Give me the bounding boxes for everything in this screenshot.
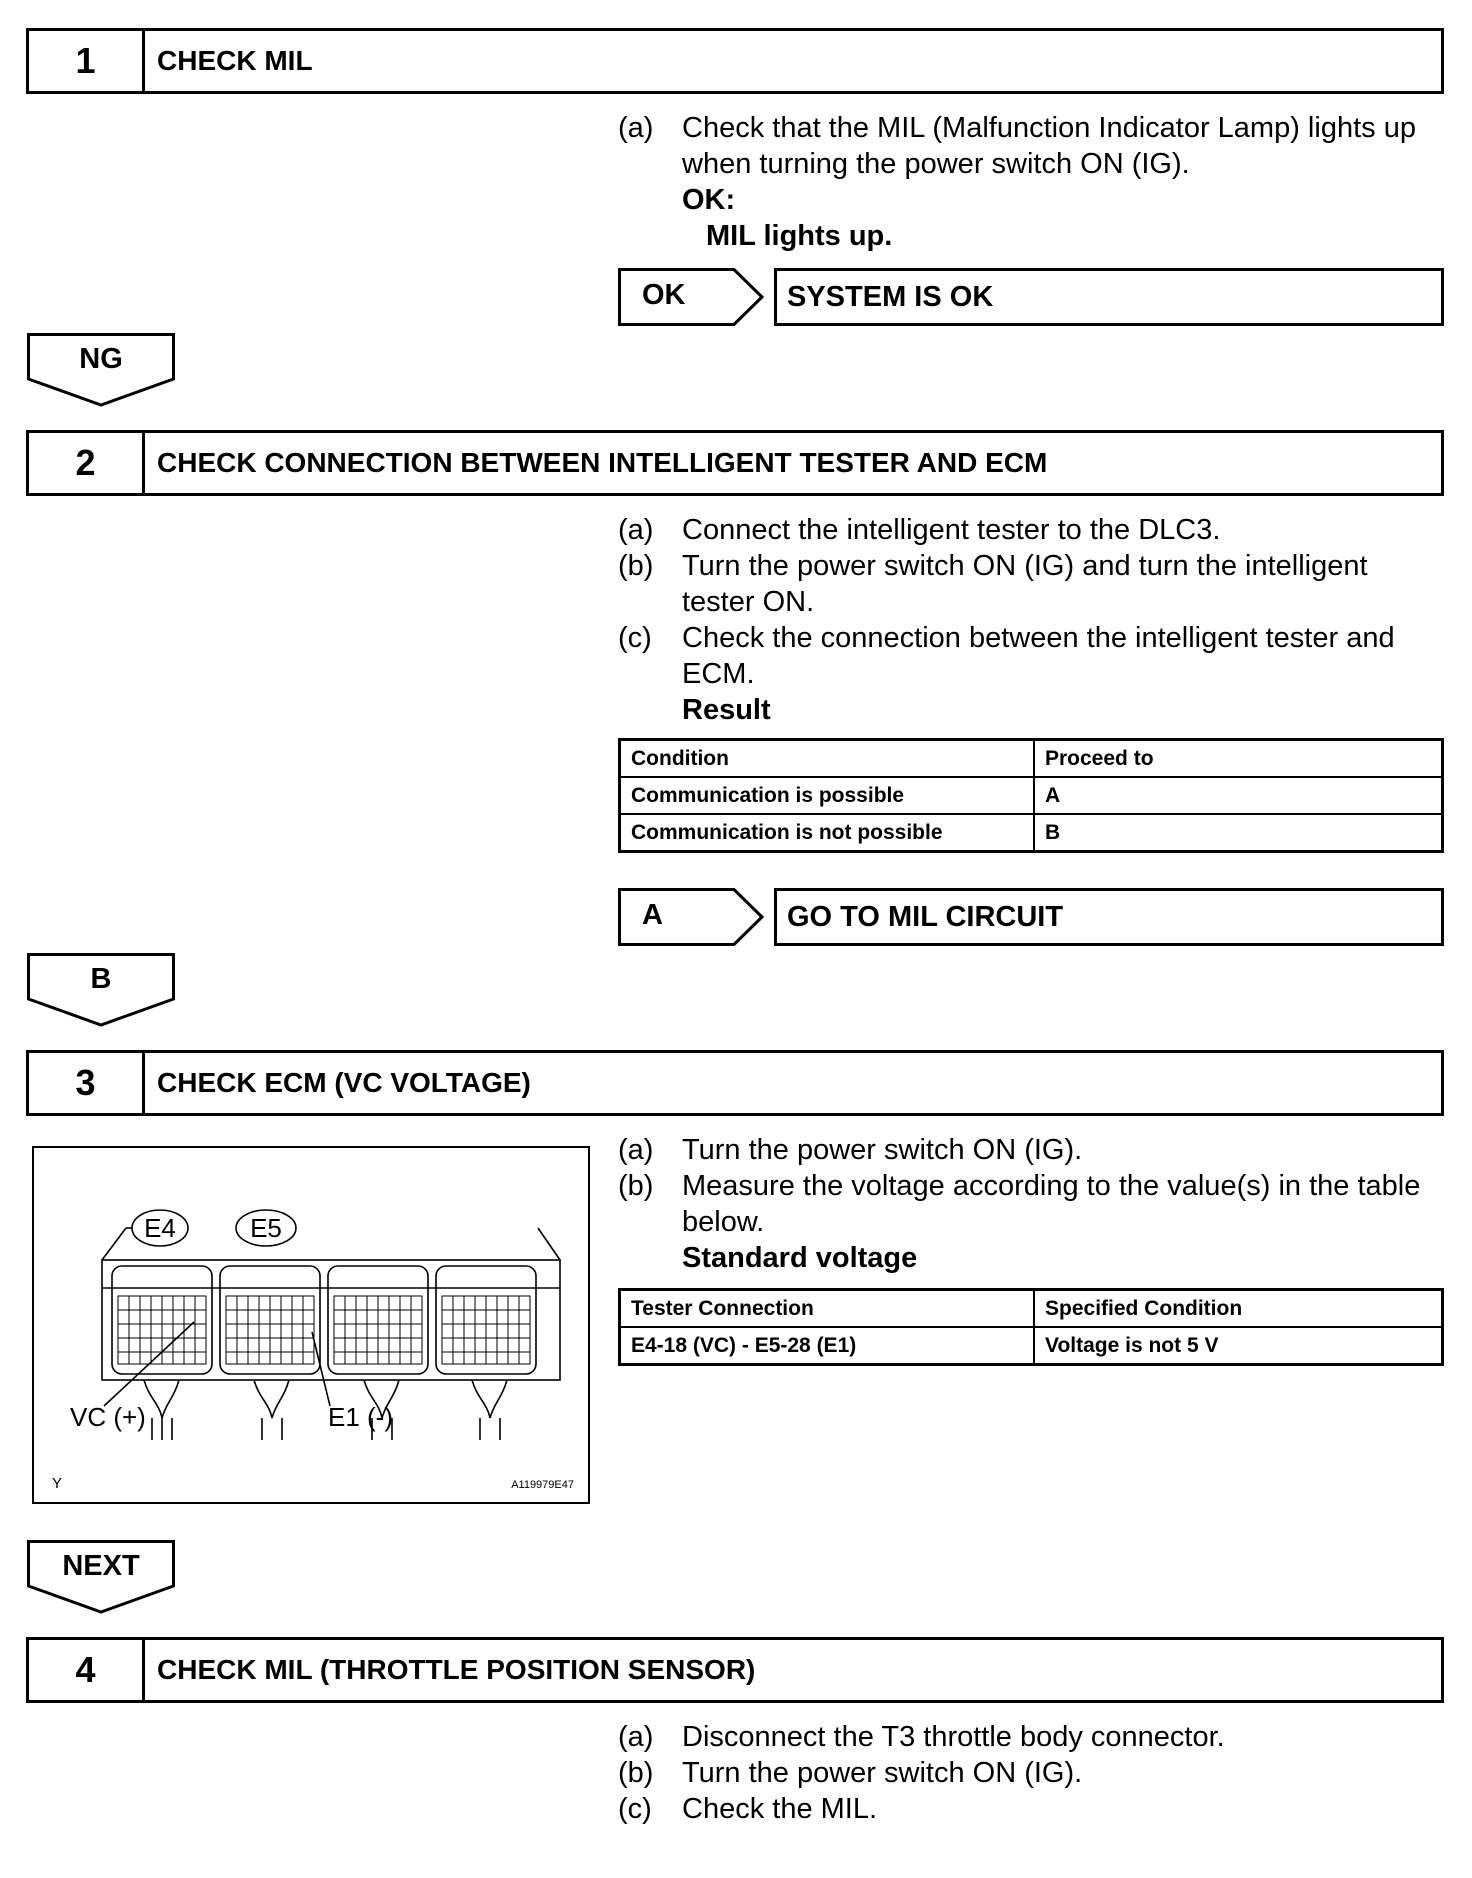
item-letter: (a): [618, 514, 654, 546]
table-cell: Communication is not possible: [620, 814, 1035, 852]
figure-corner-y: Y: [52, 1475, 63, 1492]
table-header-cell: Tester Connection: [620, 1290, 1035, 1328]
item-letter: (b): [618, 550, 654, 582]
step-title: CHECK ECM (VC VOLTAGE): [157, 1067, 531, 1098]
figure-id: A119979E47: [511, 1479, 574, 1491]
item-letter: (a): [618, 1134, 654, 1166]
step-2-procedure: [618, 512, 1448, 728]
result-table: [618, 738, 1444, 853]
procedure-item: [618, 1791, 1448, 1827]
procedure-item: [618, 620, 1448, 692]
a-arrow-label: A: [642, 899, 663, 931]
step-number: 2: [29, 433, 145, 493]
item-letter: (c): [618, 622, 652, 654]
step-1-header: [26, 28, 1444, 94]
ok-value: MIL lights up.: [706, 220, 893, 252]
item-letter: (c): [618, 1793, 652, 1825]
ecm-connector-figure: [32, 1146, 590, 1504]
procedure-item: [618, 1132, 1448, 1168]
table-cell: A: [1034, 777, 1443, 814]
system-ok-box: SYSTEM IS OK: [774, 268, 1444, 326]
item-text: Turn the power switch ON (IG) and turn the intelligent tester ON.: [682, 550, 1368, 618]
item-text: Connect the intelligent tester to the DLC3.: [682, 514, 1221, 546]
table-row: [620, 1327, 1443, 1365]
e1-label: E1 (-): [328, 1402, 393, 1432]
vc-label: VC (+): [70, 1402, 146, 1432]
item-letter: (a): [618, 112, 654, 144]
table-cell: E4-18 (VC) - E5-28 (E1): [620, 1327, 1035, 1365]
step-2-header: [26, 430, 1444, 496]
next-down-tab-label-wrap: [27, 1540, 175, 1614]
table-header-cell: Proceed to: [1034, 740, 1443, 778]
connector-e5-label: E5: [250, 1213, 282, 1243]
step-number: 3: [29, 1053, 145, 1113]
standard-voltage-table: [618, 1288, 1444, 1366]
item-text: Turn the power switch ON (IG).: [682, 1134, 1083, 1166]
step-4-procedure: [618, 1719, 1448, 1827]
item-letter: (b): [618, 1757, 654, 1789]
step-3-header: [26, 1050, 1444, 1116]
table-header-row: [620, 1290, 1443, 1328]
next-label: NEXT: [62, 1550, 140, 1582]
connector-e4-label: E4: [144, 1213, 176, 1243]
procedure-item: [618, 110, 1448, 182]
table-header-cell: Condition: [620, 740, 1035, 778]
procedure-item: [618, 548, 1448, 620]
item-text: Disconnect the T3 throttle body connector.: [682, 1721, 1225, 1753]
item-letter: (b): [618, 1170, 654, 1202]
item-text: Turn the power switch ON (IG).: [682, 1757, 1083, 1789]
b-down-tab-label-wrap: [27, 953, 175, 1027]
a-arrow-label-wrap: [618, 888, 764, 946]
b-label: B: [90, 963, 112, 995]
item-letter: (a): [618, 1721, 654, 1753]
step-title: CHECK CONNECTION BETWEEN INTELLIGENT TESTER AND ECM: [157, 447, 1048, 478]
procedure-item: [618, 1168, 1448, 1240]
step-number: 4: [29, 1640, 145, 1700]
ecm-connector-diagram: [34, 1148, 588, 1502]
ng-label: NG: [79, 343, 123, 375]
table-cell: B: [1034, 814, 1443, 852]
step-title: CHECK MIL (THROTTLE POSITION SENSOR): [157, 1654, 756, 1685]
ok-arrow-label-wrap: [618, 268, 764, 326]
table-row: [620, 814, 1443, 852]
item-text: Check the connection between the intelligent tester and ECM.: [682, 622, 1395, 690]
item-text: Check that the MIL (Malfunction Indicator Lamp) lights up when turning the power switch ON (IG).: [682, 112, 1416, 180]
table-cell: Voltage is not 5 V: [1034, 1327, 1443, 1365]
ok-label: OK:: [682, 184, 736, 216]
result-label: Result: [682, 694, 771, 726]
procedure-item: [618, 512, 1448, 548]
table-cell: Communication is possible: [620, 777, 1035, 814]
step-number: 1: [29, 31, 145, 91]
go-to-mil-circuit-box: GO TO MIL CIRCUIT: [774, 888, 1444, 946]
ng-down-tab-label-wrap: [27, 333, 175, 407]
step-3-procedure: [618, 1132, 1448, 1276]
step-title: CHECK MIL: [157, 45, 313, 76]
standard-voltage-label: Standard voltage: [682, 1242, 918, 1274]
item-text: Check the MIL.: [682, 1793, 878, 1825]
table-header-row: [620, 740, 1443, 778]
step-4-header: [26, 1637, 1444, 1703]
ok-arrow-label: OK: [642, 279, 686, 311]
step-1-procedure: [618, 110, 1448, 254]
procedure-item: [618, 1755, 1448, 1791]
table-header-cell: Specified Condition: [1034, 1290, 1443, 1328]
item-text: Measure the voltage according to the value(s) in the table below.: [682, 1170, 1421, 1238]
table-row: [620, 777, 1443, 814]
procedure-item: [618, 1719, 1448, 1755]
